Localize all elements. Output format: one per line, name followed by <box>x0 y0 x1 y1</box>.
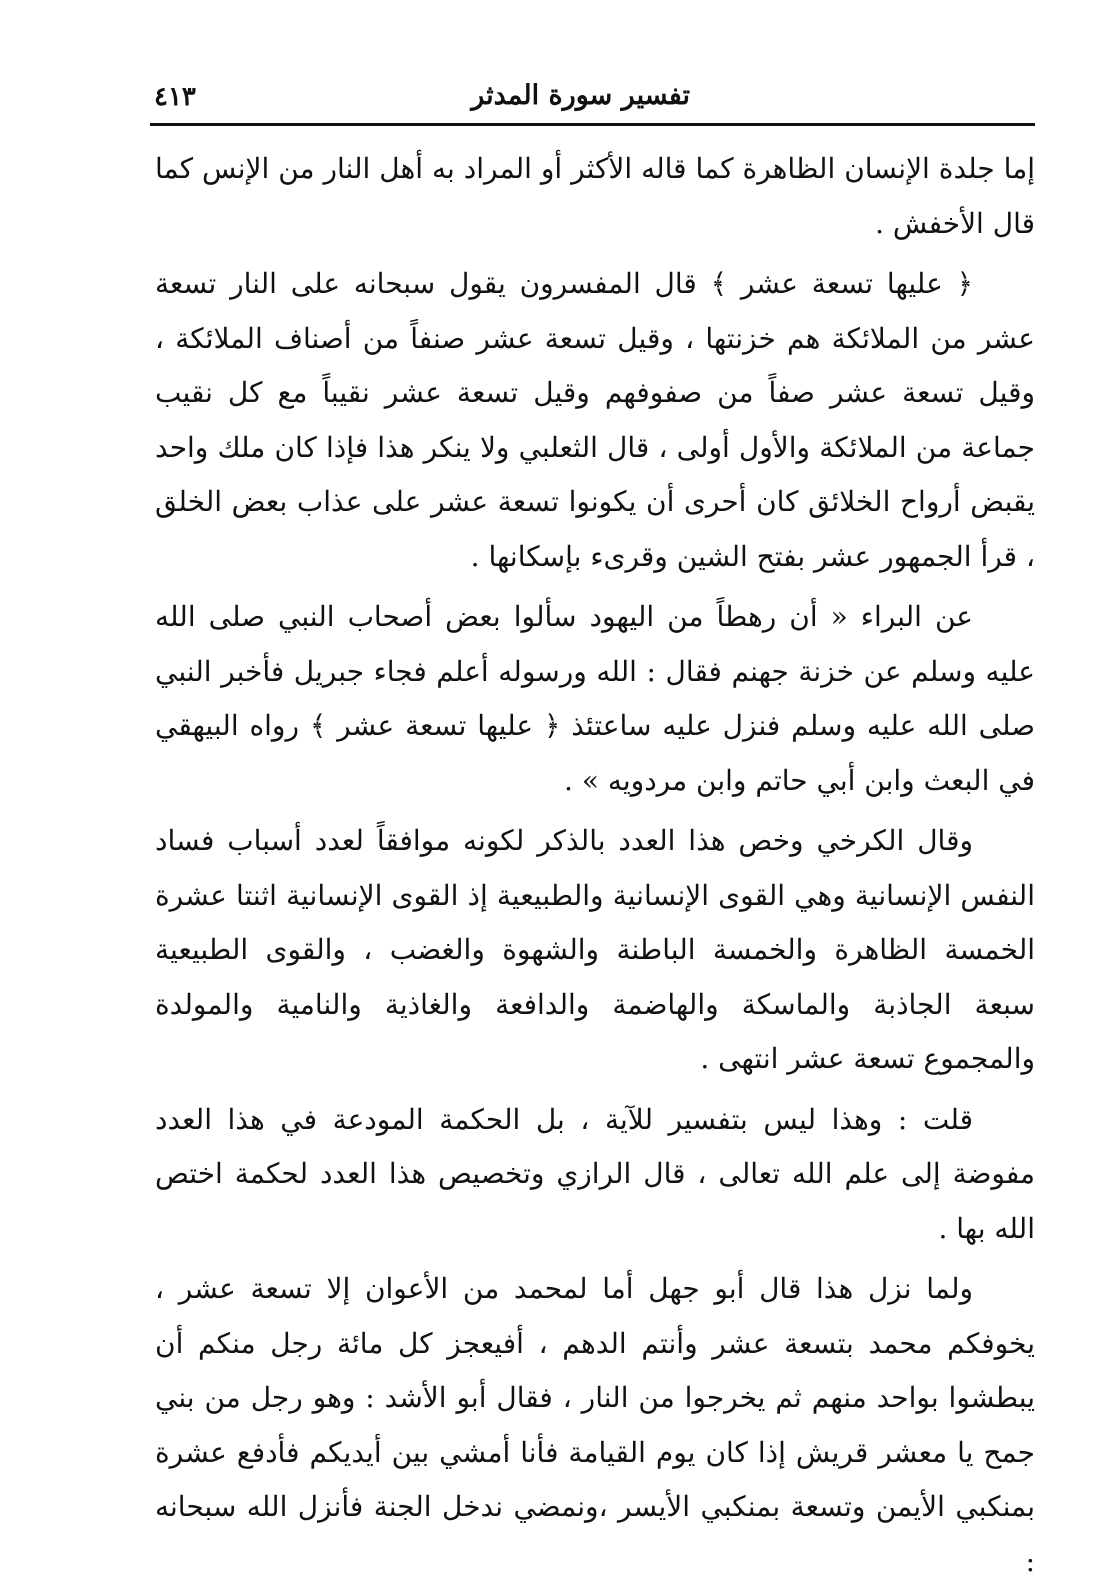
paragraph-5: قلت : وهذا ليس بتفسير للآية ، بل الحكمة المودعة في هذا العدد مفوضة إلى علم الله تعالى ، قال الرازي وتخصيص هذا العدد لحكمة اختص الله بها . <box>155 1102 1035 1245</box>
paragraph-3: عن البراء « أن رهطاً من اليهود سألوا بعض أصحاب النبي صلى الله عليه وسلم عن خزنة جهنم فقال : الله ورسوله أعلم فجاء جبريل فأخبر النبي صلى الله عليه وسلم فنزل عليه ساعتئذ ﴿ عليها تسعة عشر ﴾ رواه البيهقي في البعث وابن أبي حاتم وابن مردويه » . <box>155 600 1035 797</box>
header-rule <box>150 123 1035 126</box>
paragraph-2: ﴿ عليها تسعة عشر ﴾ قال المفسرون يقول سبحانه على النار تسعة عشر من الملائكة هم خزنتها ، وقيل تسعة عشر صنفاً من أصناف الملائكة ، وقيل تسعة عشر صفاً من صفوفهم وقيل تسعة عشر نقيباً مع كل نقيب جماعة من الملائكة والأول أولى ، قال الثعلبي ولا ينكر هذا فإذا كان ملك واحد يقبض أرواح الخلائق كان أحرى أن يكونوا تسعة عشر على عذاب بعض الخلق ، قرأ الجمهور عشر بفتح الشين وقرىء بإسكانها . <box>155 267 1035 573</box>
body-text <box>155 142 1035 1589</box>
paragraph-6: ولما نزل هذا قال أبو جهل أما لمحمد من الأعوان إلا تسعة عشر ، يخوفكم محمد بتسعة عشر وأنتم الدهم ، أفيعجز كل مائة رجل منكم أن يبطشوا بواحد منهم ثم يخرجوا من النار ، فقال أبو الأشد : وهو رجل من بني جمح يا معشر قريش إذا كان يوم القيامة فأنا أمشي بين أيديكم فأدفع عشرة بمنكبي الأيمن وتسعة بمنكبي الأيسر ،ونمضي ندخل الجنة فأنزل الله سبحانه : <box>155 1272 1035 1578</box>
header-title: تفسير سورة المدثر <box>471 80 690 111</box>
paragraph-1: إما جلدة الإنسان الظاهرة كما قاله الأكثر أو المراد به أهل النار من الإنس كما قال الأخفش . <box>155 152 1035 240</box>
paragraph-4: وقال الكرخي وخص هذا العدد بالذكر لكونه موافقاً لعدد أسباب فساد النفس الإنسانية وهي القوى الإنسانية والطبيعية إذ القوى الإنسانية اثنتا عشرة الخمسة الظاهرة والخمسة الباطنة والشهوة والغضب ، والقوى الطبيعية سبعة الجاذبة والماسكة والهاضمة والدافعة والغاذية والنامية والمولدة والمجموع تسعة عشر انتهى . <box>155 824 1035 1075</box>
page-number: ٤١٣ <box>154 82 196 112</box>
running-header <box>150 78 1035 118</box>
